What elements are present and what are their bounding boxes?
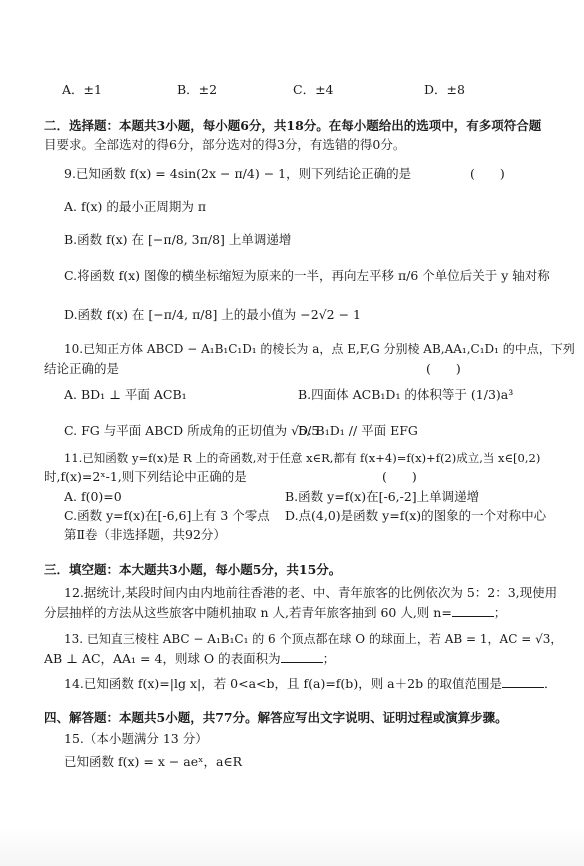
q14-tail: ． [544,676,557,691]
part2-heading: 第Ⅱ卷（非选择题，共92分） [64,527,226,542]
q12-tail: ； [493,605,507,620]
q11-stem-line1: 11.已知函数 y=f(x)是 R 上的奇函数,对于任意 x∈R,都有 f(x+4)=f(x)+f(2)成立,当 x∈[0,2) [64,451,541,465]
q11-option-c: C.函数 y=f(x)在[-6,6]上有 3 个零点 [64,508,270,523]
q14-text: 14.已知函数 f(x)=|lg x|，若 0<a<b，且 f(a)=f(b)，则 a＋2b 的取值范围是 [64,676,503,691]
option-a: A．±1 [62,82,102,97]
q15-title: 15.（本小题满分 13 分） [64,731,208,746]
q10-option-c: C. FG 与平面 ABCD 所成角的正切值为 √5/5 [64,423,320,438]
q9-option-c: C.将函数 f(x) 图像的横坐标缩短为原来的一半，再向左平移 π/6 个单位后关于 y 轴对称 [64,268,550,283]
q14-line [64,675,557,692]
option-b: B．±2 [177,82,218,97]
section4-heading: 四、解答题：本题共5小题，共77分。解答应写出文字说明、证明过程或演算步骤。 [44,710,508,725]
q10-stem-line2: 结论正确的是 [44,361,120,376]
q11-option-a: A. f(0)=0 [64,489,122,504]
q11-paren: ( ) [382,469,417,484]
q9-stem: 9.已知函数 f(x) = 4sin(2x − π/4) − 1，则下列结论正确的是 [64,166,412,181]
q9-option-d: D.函数 f(x) 在 [−π/4, π/8] 上的最小值为 −2√2 − 1 [64,307,361,322]
q13-line1: 13. 已知直三棱柱 ABC − A₁B₁C₁ 的 6 个顶点都在球 O 的球面上，若 AB = 1，AC = √3， [64,632,563,646]
q9-option-a: A. f(x) 的最小正周期为 π [64,199,207,214]
q12-line1: 12.据统计,某段时间内由内地前往香港的老、中、青年旅客的比例依次为 5：2：3,现使用 [64,585,558,600]
q13-line2 [44,650,335,667]
q10-stem-line1: 10.已知正方体 ABCD − A₁B₁C₁D₁ 的棱长为 a，点 E,F,G 分别棱 AB,AA₁,C₁D₁ 的中点，下列 [64,342,575,356]
q13-answer-blank[interactable] [281,650,323,663]
q11-option-d: D.点(4,0)是函数 y=f(x)的图象的一个对称中心 [285,508,547,523]
q12-line2-text: 分层抽样的方法从这些旅客中随机抽取 n 人,若青年旅客抽到 60 人,则 n= [44,605,452,620]
q11-option-b: B.函数 y=f(x)在[-6,-2]上单调递增 [285,489,480,504]
q10-option-d: D. B₁D₁ // 平面 EFG [298,423,418,438]
section2-heading: 二．选择题：本题共3小题，每小题6分，共18分。在每小题给出的选项中，有多项符合题 [44,118,542,133]
q12-answer-blank[interactable] [452,604,494,617]
q15-stem: 已知函数 f(x) = x − aeˣ，a∈R [64,754,243,769]
q13-tail: ； [322,651,336,666]
q10-option-a: A. BD₁ ⊥ 平面 ACB₁ [64,387,187,402]
section3-heading: 三．填空题：本大题共3小题，每小题5分，共15分。 [44,562,342,577]
option-d: D．±8 [424,82,465,97]
q9-option-b: B.函数 f(x) 在 [−π/8, 3π/8] 上单调递增 [64,232,292,247]
option-c: C．±4 [293,82,334,97]
q10-option-b: B.四面体 ACB₁D₁ 的体积等于 (1/3)a³ [298,387,514,402]
page-bottom-shade [0,826,584,866]
q13-line2-text: AB ⊥ AC，AA₁ = 4，则球 O 的表面积为 [44,651,281,666]
q9-paren: ( ) [470,166,505,181]
q10-paren: ( ) [426,361,461,376]
q12-line2 [44,604,506,621]
q11-stem-line2: 时,f(x)=2ˣ-1,则下列结论中正确的是 [44,469,247,484]
q14-answer-blank[interactable] [502,675,544,688]
section2-desc: 目要求。全部选对的得6分，部分选对的得3分，有选错的得0分。 [44,137,406,152]
